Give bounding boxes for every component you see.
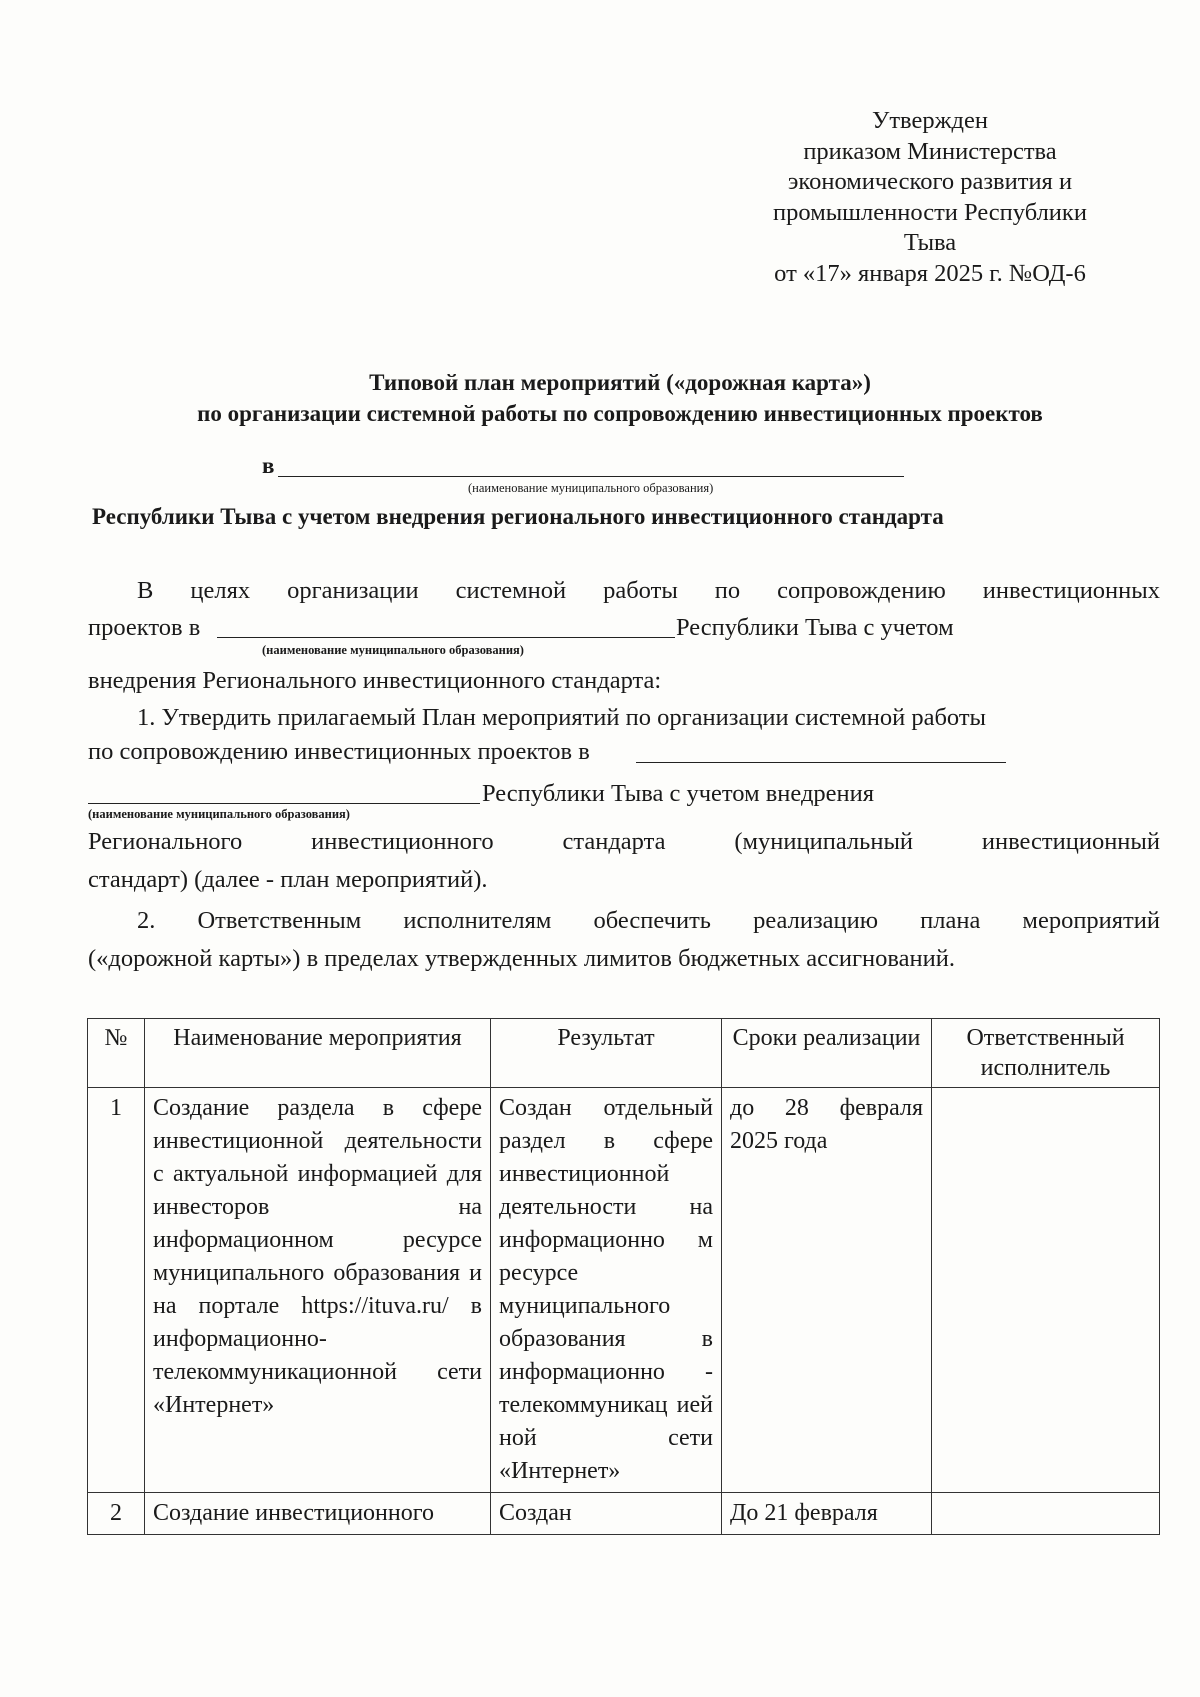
municipality-blank-intro (217, 637, 675, 638)
intro-line-2-end: Республики Тыва с учетом (676, 614, 954, 641)
header-deadline: Сроки реализации (722, 1019, 932, 1088)
intro-line-2-start: проектов в (88, 614, 201, 641)
approval-line: Утвержден (872, 107, 988, 134)
title-line-1: Типовой план мероприятий («дорожная карта») (369, 370, 871, 395)
row-deadline: До 21 февраля (722, 1493, 932, 1535)
municipality-blank-item1-b (88, 803, 480, 804)
item1-line-1: 1. Утвердить прилагаемый План мероприятий по организации системной работы (137, 704, 987, 731)
approval-line: приказом Министерства (803, 137, 1057, 165)
approval-line: промышленности Республики (773, 198, 1087, 226)
municipality-blank-item1-a (636, 762, 1006, 763)
intro-line-1: В целях организации системной работы по сопровождению инвестиционных (137, 577, 1160, 604)
item2-line-2: («дорожной карты») в пределах утвержденных лимитов бюджетных ассигнований. (88, 945, 955, 972)
approval-line: экономического развития и (787, 168, 1073, 195)
intro-line-3: внедрения Регионального инвестиционного стандарта: (88, 667, 662, 694)
item1-line-2: по сопровождению инвестиционных проектов в (88, 738, 590, 765)
item1-line-4: Регионального инвестиционного стандарта (муниципальный инвестиционный (88, 828, 1160, 855)
row-num: 2 (88, 1493, 145, 1535)
row-result: Создан (491, 1493, 722, 1535)
header-responsible: Ответственный исполнитель (932, 1019, 1160, 1088)
row-name: Создание инвестиционного (145, 1493, 491, 1535)
municipality-blank-title (278, 476, 904, 477)
title-caption: (наименование муниципального образования) (468, 481, 714, 495)
approval-block (700, 106, 1160, 289)
row-deadline: до 28 февраля 2025 года (722, 1088, 932, 1493)
header-name: Наименование мероприятия (145, 1019, 491, 1088)
row-result: Создан отдельный раздел в сфере инвестиционной деятельности на информационно м ресурсе муниципального образования в информационно - телекоммуникац ией ной сети «Интернет» (491, 1088, 722, 1493)
row-responsible (932, 1088, 1160, 1493)
row-name: Создание раздела в сфере инвестиционной деятельности с актуальной информацией для инвесторов на информационном ресурсе муниципального образования и на портале https://ituva.ru/ в информационно-телекоммуникационной сети «Интернет» (145, 1088, 491, 1493)
title-prefix: в (262, 453, 275, 478)
intro-caption: (наименование муниципального образования) (262, 643, 524, 657)
approval-line: Тыва (903, 229, 957, 256)
header-result: Результат (491, 1019, 722, 1088)
approval-line: от «17» января 2025 г. №ОД-6 (774, 259, 1086, 287)
header-num: № (88, 1019, 145, 1088)
item1-line-3-end: Республики Тыва с учетом внедрения (482, 780, 875, 807)
title-line-2: по организации системной работы по сопровождению инвестиционных проектов (197, 401, 1043, 426)
document-title (80, 367, 1160, 429)
item1-caption: (наименование муниципального образования) (88, 807, 350, 821)
row-responsible (932, 1493, 1160, 1535)
table-row (88, 1088, 1160, 1493)
row-num: 1 (88, 1088, 145, 1493)
plan-table (87, 1018, 1160, 1535)
table-header-row (88, 1019, 1160, 1088)
item2-line-1: 2. Ответственным исполнителям обеспечить реализацию плана мероприятий (137, 907, 1160, 934)
item1-line-5: стандарт) (далее - план мероприятий). (88, 866, 488, 893)
table-row (88, 1493, 1160, 1535)
title-line-3: Республики Тыва с учетом внедрения регионального инвестиционного стандарта (92, 504, 944, 529)
